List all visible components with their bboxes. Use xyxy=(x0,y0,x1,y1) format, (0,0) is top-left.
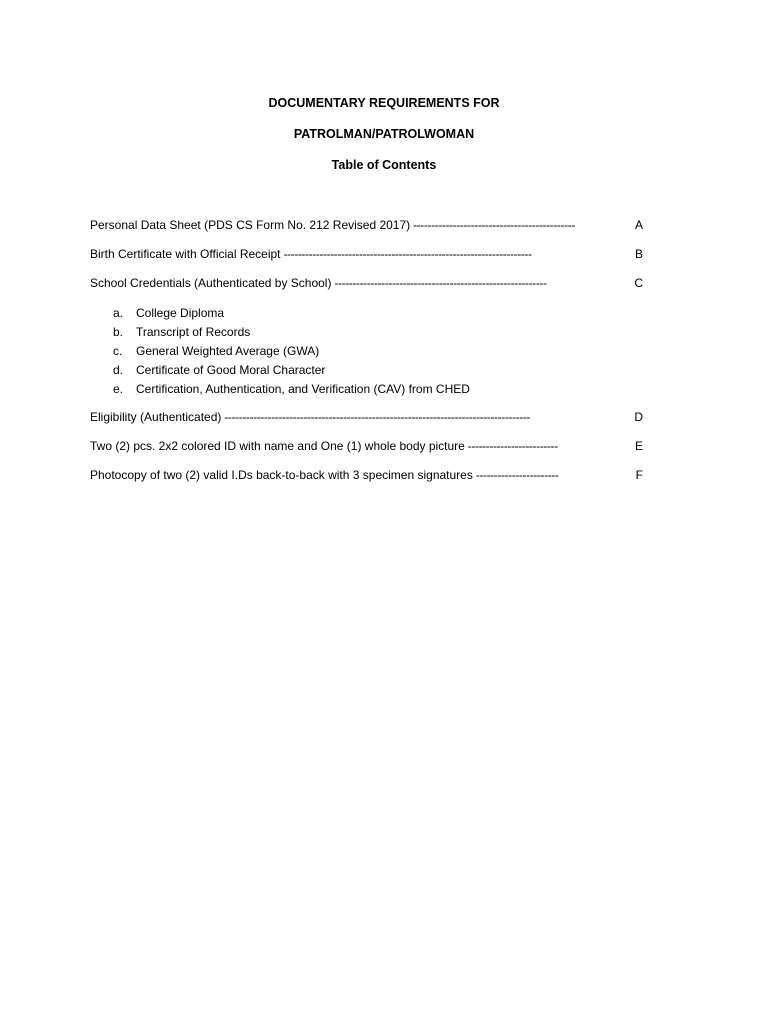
toc-section-letter: B xyxy=(634,247,643,261)
toc-entry-label xyxy=(90,275,602,291)
toc-entry-text: School Credentials (Authenticated by School) xyxy=(90,276,332,290)
list-marker: c. xyxy=(113,344,123,358)
toc-entry-personal-data-sheet xyxy=(90,217,643,233)
toc-entry-valid-ids xyxy=(90,467,643,483)
toc-leader: --------------------------------------------------------------------- xyxy=(280,247,532,261)
toc-entry-label xyxy=(90,467,602,483)
list-item-text: Transcript of Records xyxy=(136,325,251,339)
document-subtitle: PATROLMAN/PATROLWOMAN xyxy=(293,127,475,141)
toc-section-letter: F xyxy=(635,468,643,482)
toc-section-letter: E xyxy=(634,439,643,453)
list-marker: e. xyxy=(113,382,124,396)
document-title: DOCUMENTARY REQUIREMENTS FOR xyxy=(268,96,500,110)
toc-entry-eligibility xyxy=(90,409,643,425)
list-marker: a. xyxy=(113,306,124,320)
toc-entry-text: Birth Certificate with Official Receipt xyxy=(90,247,281,261)
toc-entry-text: Personal Data Sheet (PDS CS Form No. 212 Revised 2017) xyxy=(90,218,411,232)
list-item-text: General Weighted Average (GWA) xyxy=(136,344,320,358)
toc-entry-text: Photocopy of two (2) valid I.Ds back-to-back with 3 specimen signatures xyxy=(90,468,473,482)
toc-section-letter: A xyxy=(634,218,643,232)
toc-entry-school-credentials xyxy=(90,275,643,291)
list-item-text: College Diploma xyxy=(136,306,225,320)
list-item-text: Certification, Authentication, and Verification (CAV) from CHED xyxy=(136,382,470,396)
list-marker: b. xyxy=(113,325,124,339)
toc-section-letter: D xyxy=(634,410,643,424)
list-marker: d. xyxy=(113,363,124,377)
toc-entry-label xyxy=(90,438,602,454)
toc-leader: --------------------------------------------- xyxy=(410,218,575,232)
toc-entry-label xyxy=(90,246,602,262)
toc-heading: Table of Contents xyxy=(331,158,437,172)
list-item-text: Certificate of Good Moral Character xyxy=(136,363,326,377)
toc-entry-text: Eligibility (Authenticated) xyxy=(90,410,222,424)
toc-leader: ----------------------------------------------------------- xyxy=(331,276,547,290)
toc-entry-label xyxy=(90,409,602,425)
toc-section-letter: C xyxy=(634,276,643,290)
toc-entry-birth-certificate xyxy=(90,246,643,262)
toc-leader: ------------------------- xyxy=(464,439,558,453)
toc-entry-text: Two (2) pcs. 2x2 colored ID with name and One (1) whole body picture xyxy=(90,439,465,453)
toc-leader: ----------------------- xyxy=(472,468,559,482)
toc-entry-id-pictures xyxy=(90,438,643,454)
toc-entry-label xyxy=(90,217,602,233)
toc-leader: ------------------------------------------------------------------------------------- xyxy=(221,410,531,424)
